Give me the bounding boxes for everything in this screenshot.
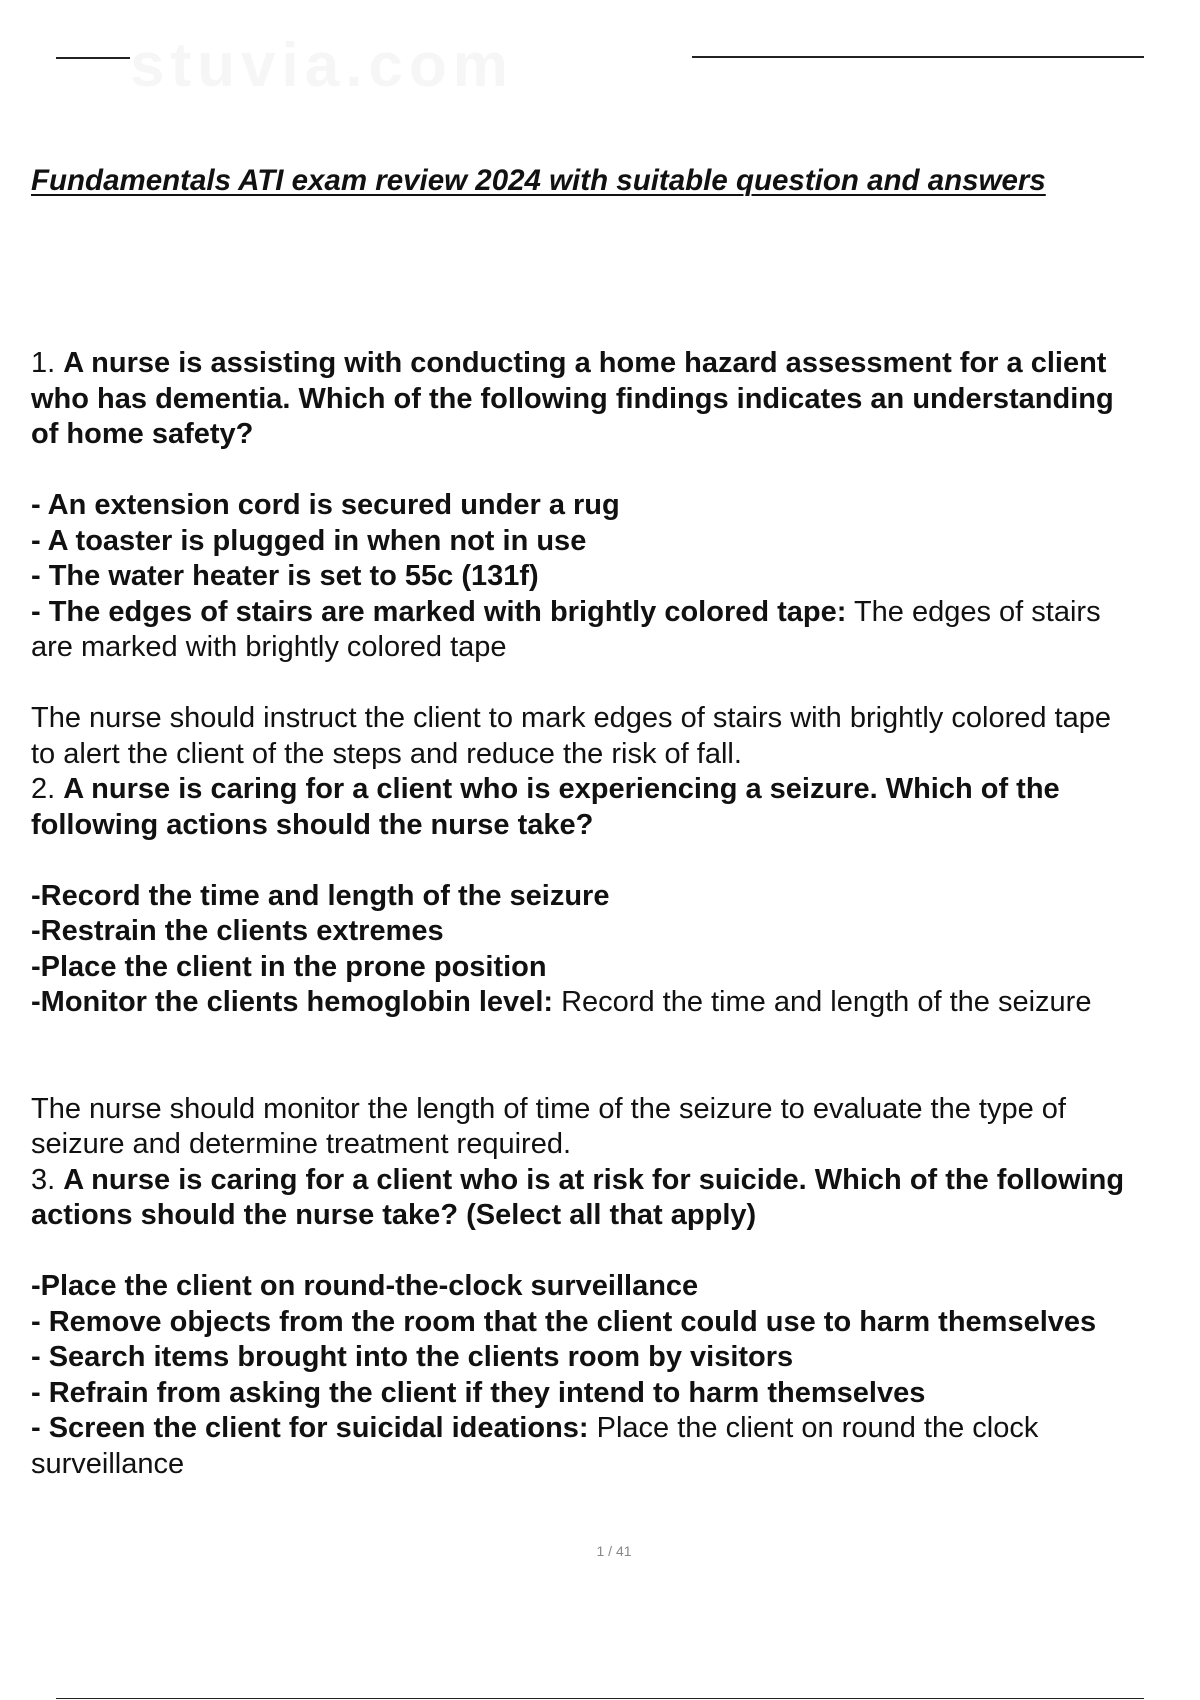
q2-option-4: -Monitor the clients hemoglobin level:: [31, 986, 554, 1018]
q3-option-1: -Place the client on round-the-clock surveillance: [31, 1270, 699, 1302]
q1-option-1: - An extension cord is secured under a rug: [31, 489, 620, 521]
q1-option-4-line: [31, 595, 1200, 631]
document-title: Fundamentals ATI exam review 2024 with suitable question and answers: [31, 164, 1046, 197]
q2-option-4-line: [31, 985, 1200, 1021]
q2-option-1: -Record the time and length of the seizure: [31, 879, 610, 912]
q2-text-line2: following actions should the nurse take?: [31, 808, 594, 841]
q3-answer-part1: Place the client on round the clock: [588, 1412, 1039, 1444]
watermark-text: stuvia.com: [130, 31, 514, 100]
bottom-rule: [56, 1698, 1144, 1699]
q2-text-line1: A nurse is caring for a client who is experiencing a seizure. Which of the: [63, 773, 1060, 805]
q3-number: 3.: [31, 1163, 64, 1196]
q3-option-5-line: [31, 1411, 1200, 1447]
q1-rationale-line2: to alert the client of the steps and reduce the risk of fall.: [31, 737, 742, 770]
q2-rationale-line1: The nurse should monitor the length of time of the seizure to evaluate the type of: [31, 1092, 1066, 1125]
q1-text-line1: A nurse is assisting with conducting a home hazard assessment for a client: [63, 347, 1107, 379]
q3-option-4: - Refrain from asking the client if they intend to harm themselves: [31, 1376, 926, 1409]
q1-rationale-line1: The nurse should instruct the client to mark edges of stairs with brightly colored tape: [31, 702, 1111, 734]
q2-rationale-line2: seizure and determine treatment required.: [31, 1128, 572, 1160]
top-rule-left: [56, 57, 130, 59]
q1-text-line2: who has dementia. Which of the following findings indicates an understanding: [31, 382, 1114, 415]
q1-answer-part1: The edges of stairs: [846, 595, 1101, 628]
q2-answer: Record the time and length of the seizure: [553, 986, 1092, 1018]
q3-line1: [31, 1163, 1200, 1199]
q1-option-3: - The water heater is set to 55c (131f): [31, 560, 539, 592]
q3-option-2: - Remove objects from the room that the client could use to harm themselves: [31, 1305, 1097, 1338]
q3-option-3: - Search items brought into the clients room by visitors: [31, 1341, 794, 1373]
page-number: 1 / 41: [596, 1543, 632, 1559]
top-rule-right: [692, 56, 1144, 58]
q1-line1: [31, 346, 1200, 382]
q2-number: 2.: [31, 773, 64, 805]
q1-answer-part2: are marked with brightly colored tape: [31, 631, 507, 663]
q1-option-4: - The edges of stairs are marked with brightly colored tape:: [31, 595, 847, 628]
q3-text-line1: A nurse is caring for a client who is at risk for suicide. Which of the following: [63, 1163, 1125, 1196]
q3-option-5: - Screen the client for suicidal ideations:: [31, 1412, 589, 1444]
q1-text-line3: of home safety?: [31, 418, 254, 450]
q1-number: 1.: [31, 347, 64, 379]
q3-text-line2: actions should the nurse take? (Select all that apply): [31, 1199, 757, 1231]
document-body: [31, 346, 1200, 1482]
q2-option-2: -Restrain the clients extremes: [31, 915, 444, 947]
q1-option-2: - A toaster is plugged in when not in use: [31, 524, 587, 557]
q2-option-3: -Place the client in the prone position: [31, 950, 547, 983]
q2-line1: [31, 772, 1200, 808]
q3-answer-part2: surveillance: [31, 1447, 185, 1480]
